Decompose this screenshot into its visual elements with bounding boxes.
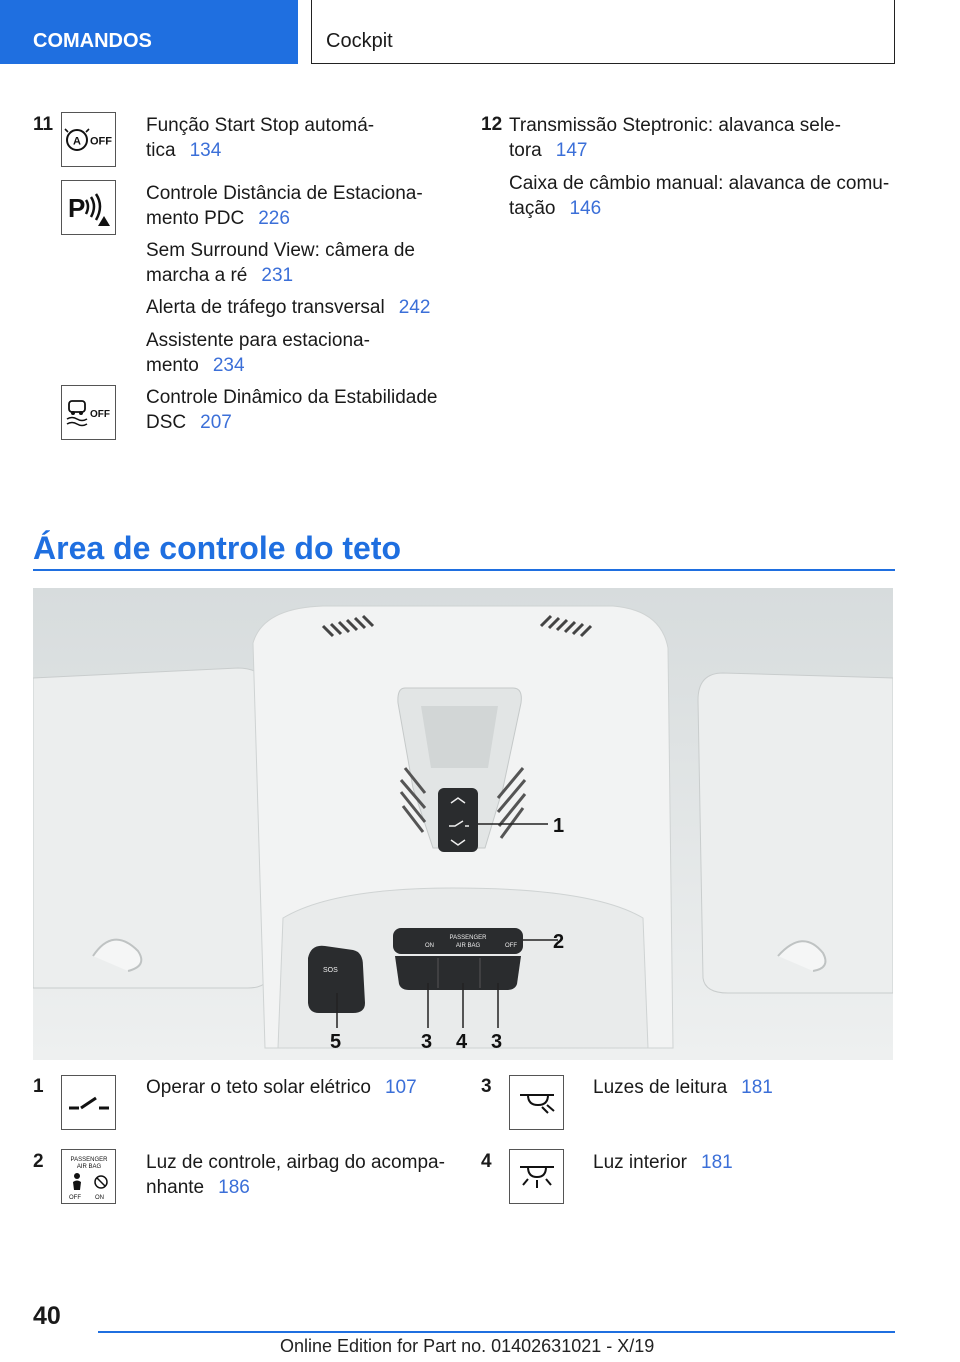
svg-text:OFF: OFF	[89, 408, 110, 420]
section-heading: Área de controle do teto	[33, 530, 402, 566]
page-link[interactable]: 231	[261, 264, 294, 286]
svg-text:AIR BAG: AIR BAG	[455, 943, 481, 949]
legend-number-4: 4	[481, 1151, 492, 1172]
page-link[interactable]: 186	[218, 1176, 250, 1198]
section-tab: COMANDOS	[0, 0, 298, 64]
callout-2: 2	[553, 931, 565, 953]
page-link[interactable]: 107	[384, 1077, 417, 1098]
page-link[interactable]: 207	[200, 411, 232, 433]
passenger-airbag-icon	[61, 1149, 116, 1204]
svg-text:PASSENGER: PASSENGER	[449, 935, 487, 941]
legend-number-1: 1	[33, 1076, 44, 1097]
page-link[interactable]: 146	[569, 197, 602, 219]
svg-text:P: P	[67, 192, 85, 223]
interior-light-icon	[509, 1149, 564, 1204]
dsc-off-icon	[61, 385, 116, 440]
legend-number-3: 3	[481, 1076, 492, 1097]
auto-start-stop-off-icon	[61, 112, 116, 167]
page-link[interactable]: 234	[212, 354, 245, 376]
item-number-12: 12	[481, 114, 503, 135]
svg-text:OFF: OFF	[505, 943, 517, 949]
pdc-parking-icon	[61, 180, 116, 235]
reading-light-icon	[509, 1075, 564, 1130]
entry-reverse-camera: Sem Surround View: câmera de marcha a ré 231	[146, 240, 415, 286]
svg-text:ON: ON	[94, 1194, 104, 1201]
footer-edition: Online Edition for Part no. 01402631021 - X/19	[280, 1336, 655, 1356]
legend-entry-3: Luzes de leitura 181	[593, 1077, 773, 1098]
page-link[interactable]: 147	[555, 139, 588, 161]
svg-text:OFF: OFF	[68, 1194, 81, 1201]
callout-4: 4	[456, 1031, 468, 1053]
legend-number-2: 2	[33, 1151, 44, 1172]
page-link[interactable]: 242	[398, 297, 431, 318]
item-number-11: 11	[33, 114, 54, 135]
page-link[interactable]: 226	[258, 207, 290, 229]
callout-1: 1	[553, 815, 565, 837]
heading-rule	[33, 569, 895, 571]
entry-parking-assistant: Assistente para estaciona- mento 234	[146, 330, 370, 376]
page-number: 40	[33, 1302, 61, 1330]
page-link[interactable]: 134	[189, 139, 222, 161]
entry-pdc: Controle Distância de Estaciona- mento PDC 226	[146, 183, 423, 229]
footer-rule	[98, 1331, 895, 1333]
roof-console-photo	[33, 588, 893, 1060]
callout-3a: 3	[421, 1031, 433, 1053]
entry-dsc: Controle Dinâmico da Estabilidade DSC 207	[146, 387, 438, 433]
legend-entry-4: Luz interior 181	[593, 1152, 733, 1173]
svg-text:A: A	[72, 135, 81, 147]
page-link[interactable]: 181	[741, 1077, 773, 1098]
callout-5: 5	[330, 1031, 342, 1053]
chapter-title: Cockpit	[311, 0, 895, 64]
legend-entry-2: Luz de controle, airbag do acompa- nhante 186	[146, 1152, 445, 1198]
entry-manual-gearbox: Caixa de câmbio manual: alavanca de comu- tação 146	[509, 173, 890, 219]
entry-cross-traffic: Alerta de tráfego transversal 242	[146, 297, 431, 318]
callout-3b: 3	[491, 1031, 503, 1053]
svg-text:ON: ON	[425, 943, 434, 949]
entry-auto-start-stop: Função Start Stop automá- tica 134	[146, 115, 375, 161]
svg-text:AIR BAG: AIR BAG	[76, 1163, 101, 1170]
entry-steptronic: Transmissão Steptronic: alavanca sele- tora 147	[509, 115, 841, 161]
page-link[interactable]: 181	[701, 1152, 733, 1173]
sunroof-icon	[61, 1075, 116, 1130]
svg-text:OFF: OFF	[89, 135, 112, 147]
legend-entry-1: Operar o teto solar elétrico 107	[146, 1077, 417, 1098]
svg-text:SOS: SOS	[323, 967, 338, 974]
svg-text:PASSENGER: PASSENGER	[70, 1156, 107, 1163]
